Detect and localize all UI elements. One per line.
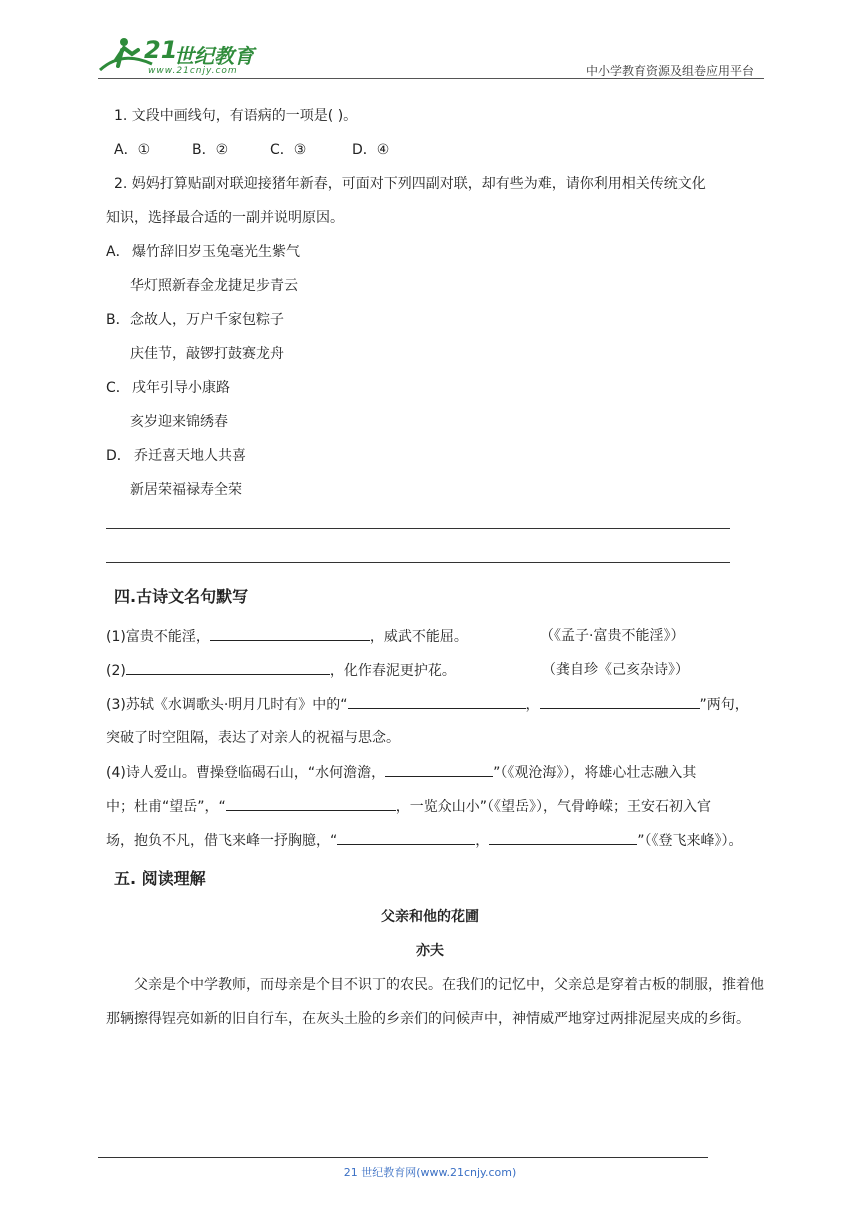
item-4-c: 中；杜甫“望岳”，“ (106, 799, 226, 815)
item-1-pre: (1)富贵不能淫， (106, 629, 210, 645)
footer-divider (98, 1157, 708, 1158)
item-4-blank-4 (489, 830, 637, 845)
q1-option-b: B．② (192, 142, 229, 158)
q2-stem-2: 知识，选择最合适的一副并说明原因。 (106, 210, 344, 226)
item-4-b: ”（《观沧海》），将雄心壮志融入其 (493, 765, 697, 781)
item-2-source: （龚自珍《己亥杂诗》） (542, 662, 689, 678)
q1-option-c: C．③ (270, 142, 307, 158)
q2-stem-1: 2. 妈妈打算贴副对联迎接猪年新春，可面对下列四副对联，却有些为难，请你利用相关传统文化 (114, 176, 706, 192)
item-3-post: ”两句， (699, 697, 749, 713)
item-2-post: ，化作春泥更护花。 (329, 663, 456, 679)
item-4-line1 (106, 762, 696, 783)
item-4-a: (4)诗人爱山。曹操登临碣石山，“水何澹澹， (106, 765, 386, 781)
article-paragraph: 父亲是个中学教师，而母亲是个目不识丁的农民。在我们的记忆中，父亲总是穿着古板的制服，推着他那辆擦得锃亮如新的旧自行车，在灰头土脸的乡亲们的问候声中，神情威严地穿过两排泥屋夹成的乡街。 (106, 977, 764, 1027)
q2-choice-d-label: D． (106, 448, 131, 464)
q2-choice-a-line2: 华灯照新春金龙捷足步青云 (130, 278, 298, 294)
q2-choice-c-label: C． (106, 380, 130, 396)
item-4-d: ，一览众山小”（《望岳》），气骨峥嵘；王安石初入官 (395, 799, 712, 815)
item-3-blank-1 (348, 694, 526, 709)
item-4-line3 (106, 830, 743, 851)
item-1 (106, 626, 468, 647)
answer-line-1 (106, 528, 730, 529)
q1-stem: 1. 文段中画线句，有语病的一项是( )。 (114, 108, 358, 124)
item-4-e: 场，抱负不凡，借飞来峰一抒胸臆，“ (106, 833, 338, 849)
q1-option-a: A．① (114, 142, 151, 158)
item-3-blank-2 (540, 694, 700, 709)
q2-choice-c-line1: 戌年引导小康路 (132, 380, 230, 396)
item-4-blank-3 (337, 830, 475, 845)
item-2-pre: (2) (106, 663, 126, 679)
q2-choice-c-line2: 亥岁迎来锦绣春 (130, 414, 228, 430)
item-4-f: ， (475, 833, 490, 849)
footer-text: 21 世纪教育网(www.21cnjy.com) (343, 1166, 517, 1179)
item-3-line2: 突破了时空阻隔，表达了对亲人的祝福与思念。 (106, 730, 400, 746)
q2-choice-a-line1: 爆竹辞旧岁玉兔毫光生紫气 (132, 244, 300, 260)
item-3-mid: ， (525, 697, 540, 713)
q1-option-d: D．④ (352, 142, 390, 158)
item-4-g: ”（《登飞来峰》）。 (637, 833, 743, 849)
site-logo (92, 30, 262, 78)
item-1-source: （《孟子·富贵不能淫》） (540, 628, 685, 644)
item-1-blank (210, 626, 370, 641)
header-divider (98, 78, 764, 79)
logo-url: www.21cnjy.com (148, 66, 238, 76)
item-3-pre: (3)苏轼《水调歌头·明月几时有》中的“ (106, 697, 348, 713)
q2-choice-d-line2: 新居荣福禄寿全荣 (130, 482, 242, 498)
q2-choice-b-line2: 庆佳节，敲锣打鼓赛龙舟 (130, 346, 284, 362)
item-2 (106, 660, 456, 681)
item-4-blank-2 (226, 796, 396, 811)
article-author: 亦夫 (416, 943, 444, 959)
item-1-post: ，威武不能屈。 (369, 629, 468, 645)
q2-choice-b-line1: 念故人，万户千家包粽子 (130, 312, 284, 328)
answer-line-2 (106, 562, 730, 563)
logo-number: 21 (144, 36, 178, 64)
article-title: 父亲和他的花圃 (381, 909, 479, 925)
q2-choice-d-line1: 乔迁喜天地人共喜 (134, 448, 246, 464)
q2-choice-a-label: A． (106, 244, 130, 260)
platform-name: 中小学教育资源及组卷应用平台 (585, 64, 754, 78)
item-4-line2 (106, 796, 711, 817)
item-3 (106, 694, 749, 715)
item-2-blank (126, 660, 330, 675)
q2-choice-b-label: B． (106, 312, 130, 328)
section-4-title: 四.古诗文名句默写 (114, 587, 249, 606)
section-5-title: 五. 阅读理解 (114, 869, 206, 888)
item-4-blank-1 (385, 762, 493, 777)
logo-text: 世纪教育 (174, 44, 254, 68)
